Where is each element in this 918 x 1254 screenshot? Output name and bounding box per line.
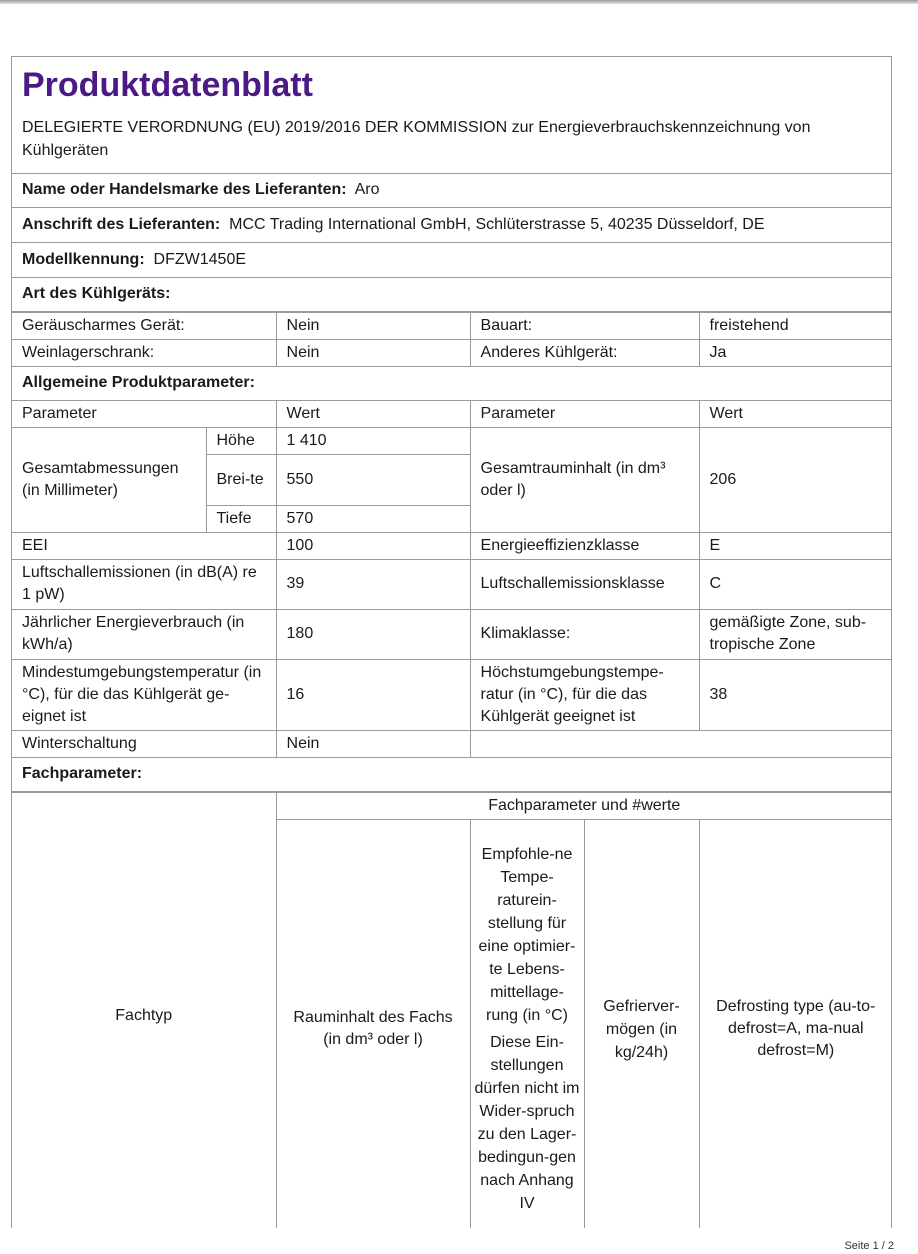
efficiency-class-label: Energieeffizienzklasse	[470, 532, 699, 559]
climate-class-label: Klimaklasse:	[470, 609, 699, 659]
construction-value: freistehend	[699, 312, 892, 339]
compartment-type-header: Fachtyp	[12, 792, 276, 1228]
window-top-shadow	[0, 0, 918, 4]
quiet-appliance-label: Geräuscharmes Gerät:	[12, 312, 276, 339]
empty-cell	[470, 730, 892, 757]
column-header-parameter: Parameter	[12, 400, 276, 427]
title-cell	[12, 57, 892, 107]
depth-value: 570	[276, 505, 470, 532]
depth-label: Tiefe	[206, 505, 276, 532]
wine-cabinet-label: Weinlagerschrank:	[12, 339, 276, 366]
total-volume-label: Gesamtrauminhalt (in dm³ oder l)	[470, 427, 699, 532]
supplier-name-label: Name oder Handelsmarke des Lieferanten:	[22, 181, 347, 198]
width-value: 550	[276, 454, 470, 505]
annual-energy-value: 180	[276, 609, 470, 659]
column-header-value-2: Wert	[699, 400, 892, 427]
compartment-volume-header: Rauminhalt des Fachs (in dm³ oder l)	[276, 819, 470, 1228]
total-volume-value: 206	[699, 427, 892, 532]
efficiency-class-value: E	[699, 532, 892, 559]
general-parameters-table	[12, 312, 892, 792]
eei-label: EEI	[12, 532, 276, 559]
winter-switch-label: Winterschaltung	[12, 730, 276, 757]
compartment-table	[12, 792, 892, 1229]
recommended-temperature-header	[470, 819, 584, 1228]
max-temperature-value: 38	[699, 659, 892, 730]
column-header-parameter-2: Parameter	[470, 400, 699, 427]
climate-class-value: gemäßigte Zone, sub-tropische Zone	[699, 609, 892, 659]
height-label: Höhe	[206, 427, 276, 454]
dimensions-label: Gesamtabmessungen (in Millimeter)	[12, 427, 206, 532]
page-title: Produktdatenblatt	[22, 66, 313, 104]
noise-class-label: Luftschallemissionsklasse	[470, 559, 699, 609]
min-temperature-label: Mindestumgebungstemperatur (in °C), für die das Kühlgerät ge-eignet ist	[12, 659, 276, 730]
other-appliance-label: Anderes Kühlgerät:	[470, 339, 699, 366]
quiet-appliance-value: Nein	[276, 312, 470, 339]
general-parameters-heading: Allgemeine Produktparameter:	[12, 366, 892, 400]
width-label: Brei-te	[206, 454, 276, 505]
temperature-note-text: Diese Ein-stellungen dürfen nicht im Wider-spruch zu den Lager-bedingun-gen nach Anhang IV	[474, 1034, 580, 1212]
recommended-temperature-text: Empfohle-ne Tempe-raturein-stellung für eine optimier-te Lebens-mittellage-rung (in °C)	[478, 846, 576, 1024]
page-number: Seite 1 / 2	[844, 1240, 894, 1252]
noise-emission-label: Luftschallemissionen (in dB(A) re 1 pW)	[12, 559, 276, 609]
model-label: Modellkennung:	[22, 250, 145, 268]
compartment-group-header: Fachparameter und #werte	[276, 792, 892, 819]
wine-cabinet-value: Nein	[276, 339, 470, 366]
supplier-address-value: MCC Trading International GmbH, Schlüterstrasse 5, 40235 Düsseldorf, DE	[229, 215, 765, 233]
supplier-name-value: Aro	[354, 181, 380, 198]
noise-class-value: C	[699, 559, 892, 609]
winter-switch-value: Nein	[276, 730, 470, 757]
model-row	[12, 242, 892, 277]
supplier-address-row	[12, 207, 892, 242]
noise-emission-value: 39	[276, 559, 470, 609]
max-temperature-label: Höchstumgebungstempe-ratur (in °C), für die das Kühlgerät geeignet ist	[470, 659, 699, 730]
data-sheet	[11, 56, 892, 1228]
supplier-address-label: Anschrift des Lieferanten:	[22, 215, 221, 233]
construction-label: Bauart:	[470, 312, 699, 339]
model-value: DFZW1450E	[153, 250, 247, 268]
min-temperature-value: 16	[276, 659, 470, 730]
freezing-capacity-header: Gefrierver-mögen (in kg/24h)	[584, 819, 699, 1228]
compartment-parameters-heading: Fachparameter:	[12, 757, 892, 791]
supplier-name-row	[12, 173, 892, 207]
defrosting-type-header: Defrosting type (au-to-defrost=A, ma-nual defrost=M)	[699, 819, 892, 1228]
header-table	[12, 57, 892, 312]
appliance-type-heading: Art des Kühlgeräts:	[12, 277, 892, 311]
other-appliance-value: Ja	[699, 339, 892, 366]
eei-value: 100	[276, 532, 470, 559]
annual-energy-label: Jährlicher Energieverbrauch (in kWh/a)	[12, 609, 276, 659]
column-header-value: Wert	[276, 400, 470, 427]
regulation-text: DELEGIERTE VERORDNUNG (EU) 2019/2016 DER KOMMISSION zur Energieverbrauchskennzeichnung von Kühlgeräten	[12, 107, 892, 173]
height-value: 1 410	[276, 427, 470, 454]
